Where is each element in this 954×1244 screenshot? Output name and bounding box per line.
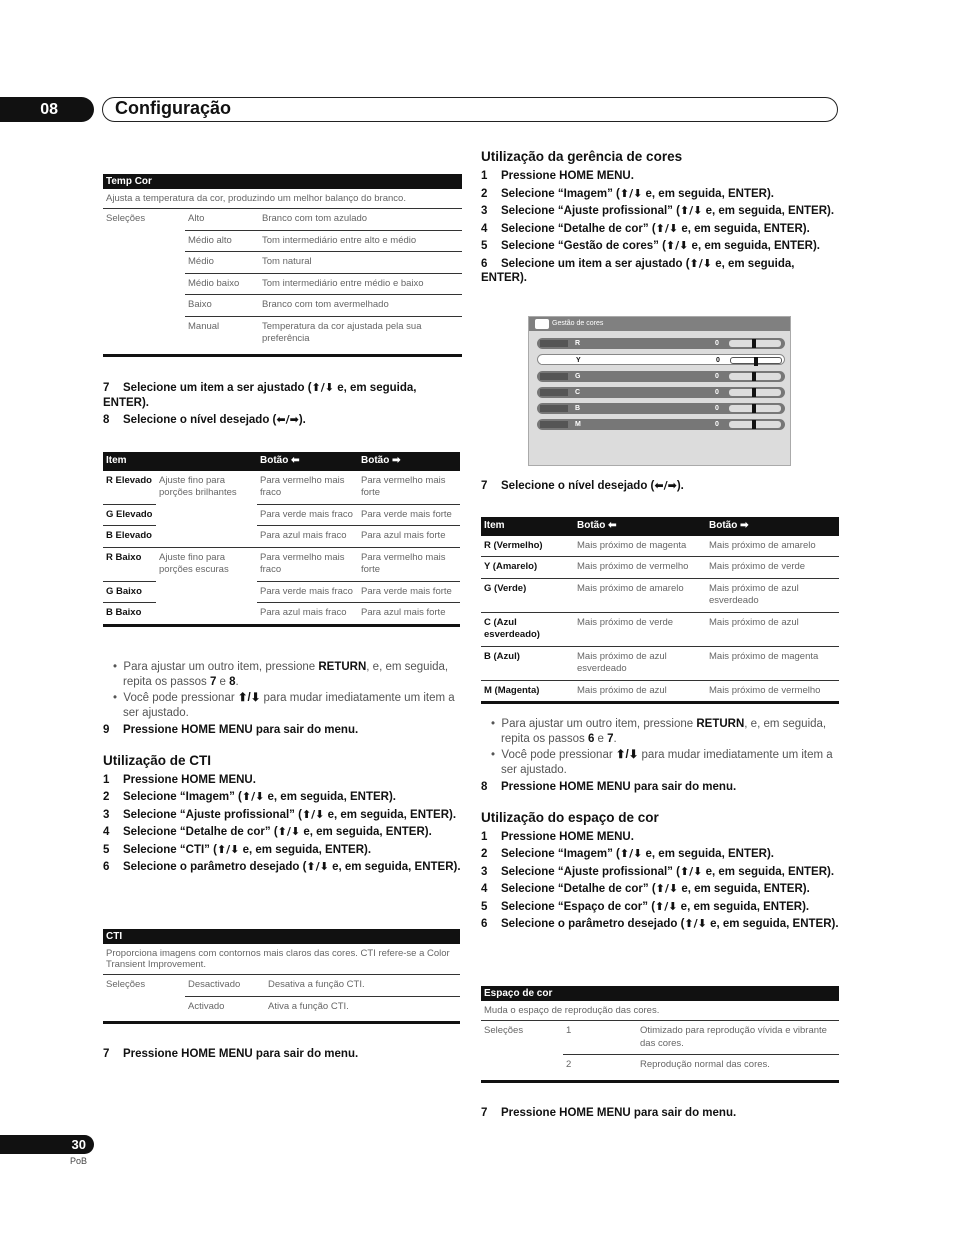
item-name: G Elevado [103,504,156,526]
cti-table [103,929,460,1024]
item-name: R Elevado [103,471,156,505]
page-number: 30 [0,1135,94,1154]
cell: Mais próximo de vermelho [574,557,706,579]
right-notes [481,717,839,932]
item-note: Ajuste fino para porções brilhantes [156,471,257,548]
option-desc: Desativa a função CTI. [265,975,460,996]
cell: Mais próximo de magenta [706,646,839,680]
option: Activado [185,996,265,1023]
bullet-note: • Você pode pressionar ⬆/⬇ para mudar imediatamente um item a ser ajustado. [491,749,833,776]
color-management-table [481,517,839,704]
table-description: Muda o espaço de reprodução das cores. [481,1001,839,1021]
screen-title-bar: Gestão de cores [529,317,790,331]
table-description: Ajusta a temperatura da cor, produzindo um melhor balanço do branco. [103,189,462,209]
cell: Para verde mais fraco [257,504,358,526]
section-heading: Utilização da gerência de cores [481,149,683,164]
option-desc: Temperatura da cor ajustada pela sua preferência [259,316,462,355]
cell: Mais próximo de vermelho [706,680,839,703]
option: 1 [563,1021,637,1055]
up-down-arrow-icon: ⬆/⬇ [237,692,261,704]
cell: Para azul mais fraco [257,603,358,626]
up-down-arrow-icon: ⬆/⬇ [301,807,325,821]
up-down-arrow-icon: ⬆/⬇ [306,860,329,873]
cell: Mais próximo de verde [574,612,706,646]
slider-row-y[interactable]: Y 0 [537,354,785,365]
cell: Mais próximo de azul [574,680,706,703]
bullet-note: • Para ajustar um outro item, pressione RETURN, e, em seguida, repita os passos 6 e 7. [491,718,827,745]
item-name: B Baixo [103,603,156,626]
up-down-arrow-icon: ⬆/⬇ [684,917,707,930]
up-down-arrow-icon: ⬆/⬇ [655,221,679,235]
options-table [103,209,462,357]
color-space-table [481,986,839,1083]
cell: Mais próximo de magenta [574,536,706,557]
option: Manual [185,316,259,355]
steps-7-8 [103,381,462,428]
option-desc: Reprodução normal das cores. [637,1055,839,1082]
slider-row-g[interactable]: G 0 [537,371,785,382]
table-title: Espaço de cor [481,986,839,1001]
step: 1 Pressione HOME MENU. [481,170,634,182]
cell: Mais próximo de amarelo [706,536,839,557]
cell: Para vermelho mais forte [358,547,460,581]
item-name: M (Magenta) [481,680,574,703]
cell: Para vermelho mais forte [358,471,460,505]
step: 3 Selecione “Ajuste profissional” (⬆/⬇ e, em seguida, ENTER). [103,807,457,821]
up-down-arrow-icon: ⬆/⬇ [619,847,643,860]
item-table [103,452,460,627]
option-desc: Otimizado para reprodução vívida e vibrante das cores. [637,1021,839,1055]
up-down-arrow-icon: ⬆/⬇ [619,186,643,200]
slider[interactable] [729,389,781,396]
slider-row-c[interactable]: C 0 [537,387,785,398]
up-down-arrow-icon: ⬆/⬇ [665,239,689,252]
slider[interactable] [729,340,781,347]
up-down-arrow-icon: ⬆/⬇ [216,842,240,856]
slider[interactable] [729,421,781,428]
table-title: CTI [103,929,460,944]
slider[interactable] [729,405,781,412]
step: 6 Selecione o parâmetro desejado (⬆/⬇ e, em seguida, ENTER). [481,917,839,930]
step: 9 Pressione HOME MENU para sair do menu. [103,724,359,736]
step: 7 Pressione HOME MENU para sair do menu. [103,1048,359,1060]
ec-steps [481,830,839,932]
color-management-screen [528,316,791,466]
option: Médio [185,252,259,274]
up-down-arrow-icon: ⬆/⬇ [679,864,703,878]
up-down-arrow-icon: ⬆/⬇ [615,749,639,761]
col-header: Botão ⬅ [574,517,706,536]
cell: Para verde mais forte [358,504,460,526]
option-desc: Branco com tom azulado [259,209,462,230]
item-name: C (Azul esverdeado) [481,612,574,646]
up-down-arrow-icon: ⬆/⬇ [689,256,712,270]
option-desc: Tom natural [259,252,462,274]
selections-label: Seleções [103,209,185,355]
chapter-number: 08 [0,97,94,122]
table-title: Temp Cor [103,174,462,189]
col-header: Botão ➡ [358,452,460,471]
option-desc: Tom intermediário entre alto e médio [259,230,462,252]
step: 6 Selecione um item a ser ajustado (⬆/⬇ e, em seguida, ENTER). [481,256,795,284]
up-down-arrow-icon: ⬆/⬇ [311,381,334,394]
up-down-arrow-icon: ⬆/⬇ [655,899,678,913]
step: 8 Selecione o nível desejado (⬅/➡). [103,413,306,426]
cell: Mais próximo de verde [706,557,839,579]
cell: Mais próximo de amarelo [574,578,706,612]
step: 5 Selecione “Espaço de cor” (⬆/⬇ e, em seguida, ENTER). [481,899,810,913]
option: Desactivado [185,975,265,996]
section-heading: Utilização do espaço de cor [481,809,659,825]
item-name: R (Vermelho) [481,536,574,557]
cti-steps [103,773,462,875]
cell: Para azul mais forte [358,603,460,626]
cell: Para vermelho mais fraco [257,471,358,505]
option: Baixo [185,295,259,317]
slider-row-m[interactable]: M 0 [537,419,785,430]
step: 8 Pressione HOME MENU para sair do menu. [481,781,737,793]
selections-label: Seleções [103,975,185,1023]
step: 5 Selecione “Gestão de cores” (⬆/⬇ e, em seguida, ENTER). [481,239,821,252]
bullet-note: • Para ajustar um outro item, pressione RETURN, e, em seguida, repita os passos 7 e 8. [113,661,449,688]
item-name: G Baixo [103,581,156,603]
cell: Mais próximo de azul esverdeado [706,578,839,612]
option: 2 [563,1055,637,1082]
slider[interactable] [730,357,782,364]
table-description: Proporciona imagens com contornos mais claros das cores. CTI refere-se a Color Transient Improvement. [103,944,460,975]
item-name: G (Verde) [481,578,574,612]
menu-icon [535,319,549,329]
step: 7 Pressione HOME MENU para sair do menu. [481,1107,737,1119]
item-name: R Baixo [103,547,156,581]
step: 5 Selecione “CTI” (⬆/⬇ e, em seguida, ENTER). [103,842,372,856]
step: 6 Selecione o parâmetro desejado (⬆/⬇ e, em seguida, ENTER). [103,860,461,873]
cell: Para vermelho mais fraco [257,547,358,581]
slider[interactable] [729,373,781,380]
col-header: Item [481,517,574,536]
slider-row-r[interactable]: R 0 [537,338,785,349]
option: Médio alto [185,230,259,252]
chapter-title: Configuração [115,98,232,118]
step: 4 Selecione “Detalhe de cor” (⬆/⬇ e, em seguida, ENTER). [103,825,432,838]
up-down-arrow-icon: ⬆/⬇ [277,825,301,838]
left-right-arrow-icon: ⬅/➡ [654,479,677,492]
option-desc: Ativa a função CTI. [265,996,460,1023]
step: 3 Selecione “Ajuste profissional” (⬆/⬇ e, em seguida, ENTER). [481,204,835,217]
step: 2 Selecione “Imagem” (⬆/⬇ e, em seguida, ENTER). [103,790,396,803]
step: 1 Pressione HOME MENU. [481,830,634,843]
up-down-arrow-icon: ⬆/⬇ [679,204,703,217]
left-notes [103,660,462,875]
item-name: B (Azul) [481,646,574,680]
item-name: B Elevado [103,526,156,548]
col-header: Botão ➡ [706,517,839,536]
cti-step-7 [103,1047,462,1062]
item-name: Y (Amarelo) [481,557,574,579]
left-right-arrow-icon: ⬅/➡ [276,413,299,426]
step: 7 Selecione um item a ser ajustado (⬆/⬇ e, em seguida, ENTER). [103,381,417,409]
item-note: Ajuste fino para porções escuras [156,547,257,625]
option: Alto [185,209,259,230]
option: Médio baixo [185,273,259,295]
cell: Para azul mais fraco [257,526,358,548]
option-desc: Tom intermediário entre médio e baixo [259,273,462,295]
cell: Mais próximo de azul esverdeado [574,646,706,680]
step: 7 Selecione o nível desejado (⬅/➡). [481,479,684,492]
gc-steps [481,169,839,286]
slider-row-b[interactable]: B 0 [537,403,785,414]
bullet-note: • Você pode pressionar ⬆/⬇ para mudar imediatamente um item a ser ajustado. [113,692,455,719]
col-header: Item [103,452,257,471]
step: 3 Selecione “Ajuste profissional” (⬆/⬇ e, em seguida, ENTER). [481,864,835,878]
step: 4 Selecione “Detalhe de cor” (⬆/⬇ e, em seguida, ENTER). [481,221,810,235]
language-code: PoB [70,1156,88,1166]
cell: Para verde mais forte [358,581,460,603]
cell: Para azul mais forte [358,526,460,548]
col-header: Botão ⬅ [257,452,358,471]
temp-cor-table [103,174,462,357]
up-down-arrow-icon: ⬆/⬇ [241,790,265,803]
cell: Mais próximo de azul [706,612,839,646]
step: 4 Selecione “Detalhe de cor” (⬆/⬇ e, em seguida, ENTER). [481,882,810,895]
selections-label: Seleções [481,1021,563,1081]
option-desc: Branco com tom avermelhado [259,295,462,317]
up-down-arrow-icon: ⬆/⬇ [655,882,679,895]
ec-step-7 [481,1106,839,1121]
step: 2 Selecione “Imagem” (⬆/⬇ e, em seguida, ENTER). [481,186,774,200]
section-heading: Utilização de CTI [103,752,212,768]
cell: Para verde mais fraco [257,581,358,603]
color-management-section [481,149,839,286]
step: 2 Selecione “Imagem” (⬆/⬇ e, em seguida, ENTER). [481,847,774,860]
step: 1 Pressione HOME MENU. [103,773,256,786]
gc-step-7 [481,479,839,494]
